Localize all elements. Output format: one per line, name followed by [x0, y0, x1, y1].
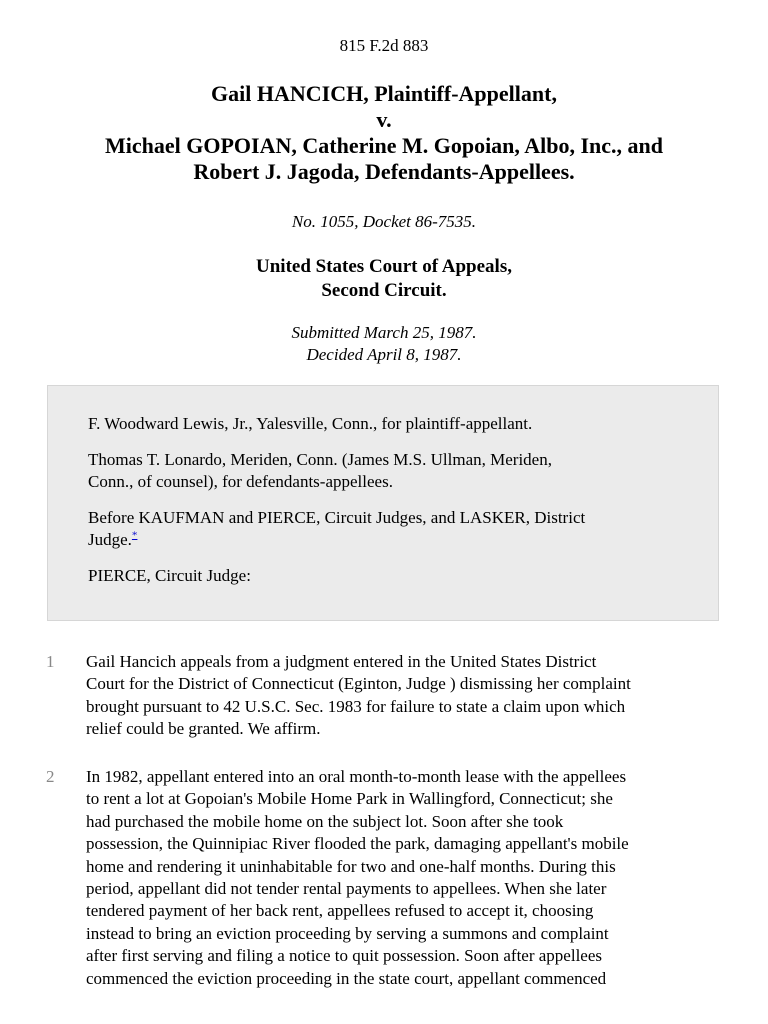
text-line: Court for the District of Connecticut (Eginton, Judge ) dismissing her complaint — [86, 674, 631, 694]
caption-versus: v. — [376, 107, 392, 132]
opinion-author: PIERCE, Circuit Judge: — [88, 566, 251, 585]
text-line: after first serving and filing a notice to quit possession. Soon after appellees — [86, 946, 603, 966]
text-line: brought pursuant to 42 U.S.C. Sec. 1983 for failure to state a claim upon which — [86, 696, 626, 716]
text-line: home and rendering it uninhabitable for two and one-half months. During this — [86, 856, 616, 876]
text-line: to rent a lot at Gopoian's Mobile Home Park in Wallingford, Connecticut; she — [86, 789, 613, 809]
defendants-counsel-line1: Thomas T. Lonardo, Meriden, Conn. (James M.S. Ullman, Meriden, — [88, 450, 552, 469]
paragraph-text — [86, 651, 726, 741]
text-line: Gail Hancich appeals from a judgment entered in the United States District — [86, 652, 597, 671]
text-line: commenced the eviction proceeding in the state court, appellant commenced — [86, 968, 607, 988]
docket-number: No. 1055, Docket 86-7535. — [291, 212, 477, 231]
text-line: relief could be granted. We affirm. — [86, 719, 321, 739]
paragraph-text — [86, 766, 726, 990]
text-line: possession, the Quinnipiac River flooded the park, damaging appellant's mobile — [86, 834, 629, 854]
paragraph-number: 1 — [46, 652, 55, 671]
text-line: had purchased the mobile home on the subject lot. Soon after she took — [86, 811, 564, 831]
panel — [88, 507, 680, 551]
paragraph-number: 2 — [46, 767, 55, 786]
text-line: instead to bring an eviction proceeding by serving a summons and complaint — [86, 923, 609, 943]
court-name-line2: Second Circuit. — [321, 280, 447, 301]
plaintiff-counsel: F. Woodward Lewis, Jr., Yalesville, Conn., for plaintiff-appellant. — [88, 414, 533, 433]
decided-date: Decided April 8, 1987. — [306, 345, 462, 364]
court-name-line1: United States Court of Appeals, — [256, 256, 512, 277]
defendants-counsel — [88, 449, 680, 493]
counsel-box — [47, 385, 719, 621]
defendants-counsel-line2: Conn., of counsel), for defendants-appellees. — [88, 472, 393, 491]
caption-defendants-2: Robert J. Jagoda, Defendants-Appellees. — [193, 159, 575, 184]
submitted-date: Submitted March 25, 1987. — [291, 323, 477, 342]
case-dates — [0, 322, 768, 366]
caption-defendants-1: Michael GOPOIAN, Catherine M. Gopoian, Albo, Inc., and — [105, 133, 663, 158]
court-name — [0, 255, 768, 303]
text-line: In 1982, appellant entered into an oral month-to-month lease with the appellees — [86, 767, 627, 786]
citation: 815 F.2d 883 — [339, 36, 429, 55]
footnote-link[interactable]: * — [131, 529, 138, 542]
text-line: period, appellant did not tender rental payments to appellees. When she later — [86, 879, 607, 899]
text-line: tendered payment of her back rent, appellees refused to accept it, choosing — [86, 901, 594, 921]
panel-line1: Before KAUFMAN and PIERCE, Circuit Judges, and LASKER, District — [88, 508, 586, 527]
panel-line2: Judge. — [88, 530, 132, 549]
case-caption — [40, 81, 728, 185]
caption-plaintiff: Gail HANCICH, Plaintiff-Appellant, — [211, 81, 557, 106]
